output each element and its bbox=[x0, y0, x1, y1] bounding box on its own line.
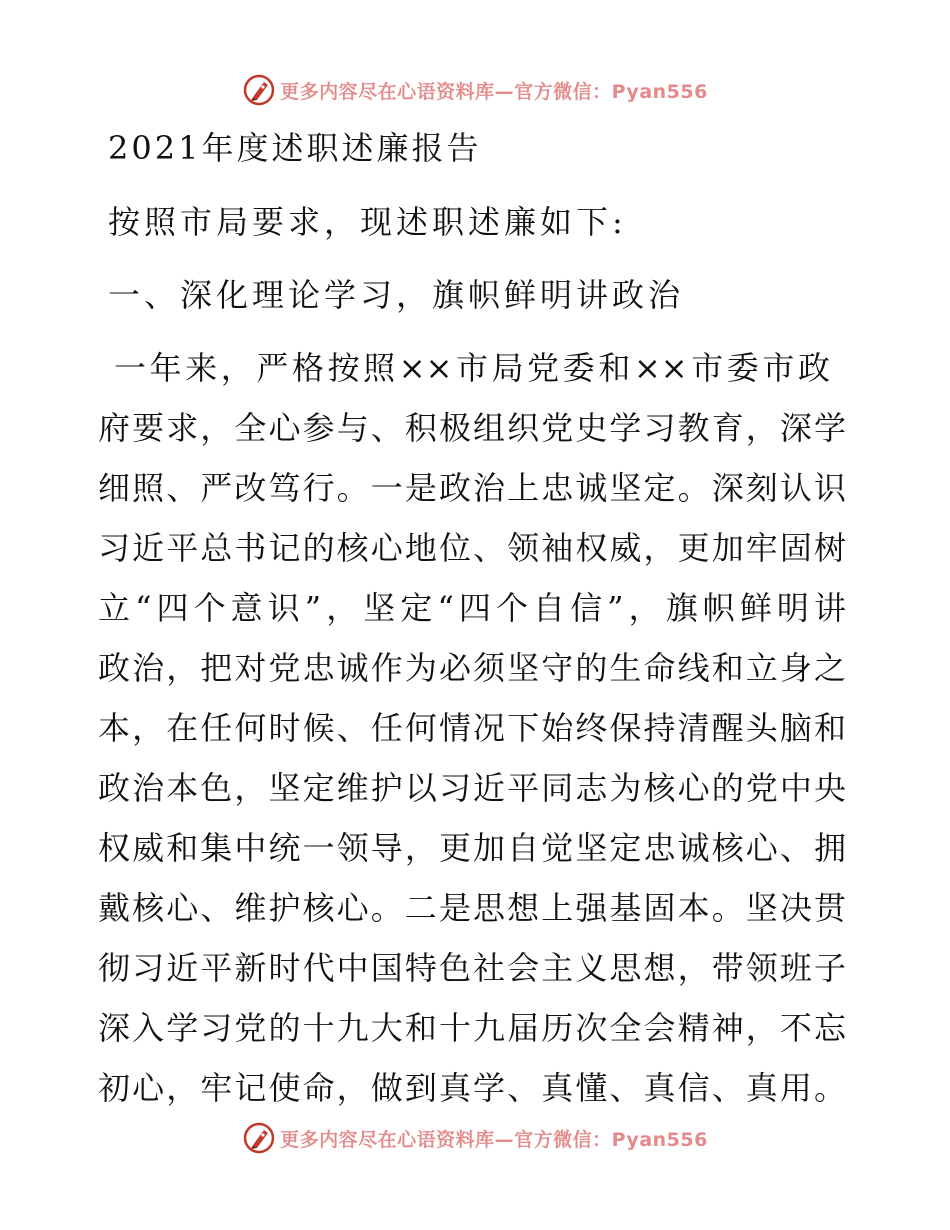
paragraph-line: 初心，牢记使命，做到真学、真懂、真信、真用。 bbox=[98, 1069, 846, 1107]
fountain-pen-logo-icon bbox=[242, 73, 276, 107]
footer-watermark bbox=[0, 1118, 950, 1158]
header-watermark bbox=[0, 70, 950, 110]
paragraph-line: 彻习近平新时代中国特色社会主义思想，带领班子 bbox=[98, 949, 846, 987]
paragraph-line: 细照、严改笃行。一是政治上忠诚坚定。深刻认识 bbox=[98, 469, 846, 507]
paragraph-line: 政治本色，坚定维护以习近平同志为核心的党中央 bbox=[98, 769, 846, 807]
watermark-text: 更多内容尽在心语资料库—官方微信：Pyan556 bbox=[280, 80, 708, 103]
fountain-pen-logo-icon bbox=[242, 1121, 276, 1155]
paragraph-line: 立“四个意识”，坚定“四个自信”，旗帜鲜明讲 bbox=[98, 589, 846, 627]
paragraph-line: 政治，把对党忠诚作为必须坚守的生命线和立身之 bbox=[98, 649, 846, 687]
paragraph-line: 深入学习党的十九大和十九届历次全会精神，不忘 bbox=[98, 1009, 846, 1047]
body-paragraph bbox=[98, 348, 858, 1128]
document-title: 2021年度述职述廉报告 bbox=[108, 129, 482, 167]
section-heading: 一、深化理论学习，旗帜鲜明讲政治 bbox=[108, 276, 685, 314]
watermark-text: 更多内容尽在心语资料库—官方微信：Pyan556 bbox=[280, 1128, 708, 1151]
intro-line: 按照市局要求，现述职述廉如下: bbox=[108, 203, 627, 241]
paragraph-line: 习近平总书记的核心地位、领袖权威，更加牢固树 bbox=[98, 529, 846, 567]
paragraph-line: 权威和集中统一领导，更加自觉坚定忠诚核心、拥 bbox=[98, 829, 846, 867]
paragraph-line: 戴核心、维护核心。二是思想上强基固本。坚决贯 bbox=[98, 889, 846, 927]
paragraph-line: 一年来，严格按照××市局党委和××市委市政 bbox=[114, 349, 830, 387]
paragraph-line: 本，在任何时候、任何情况下始终保持清醒头脑和 bbox=[98, 709, 846, 747]
paragraph-line: 府要求，全心参与、积极组织党史学习教育，深学 bbox=[98, 409, 846, 447]
